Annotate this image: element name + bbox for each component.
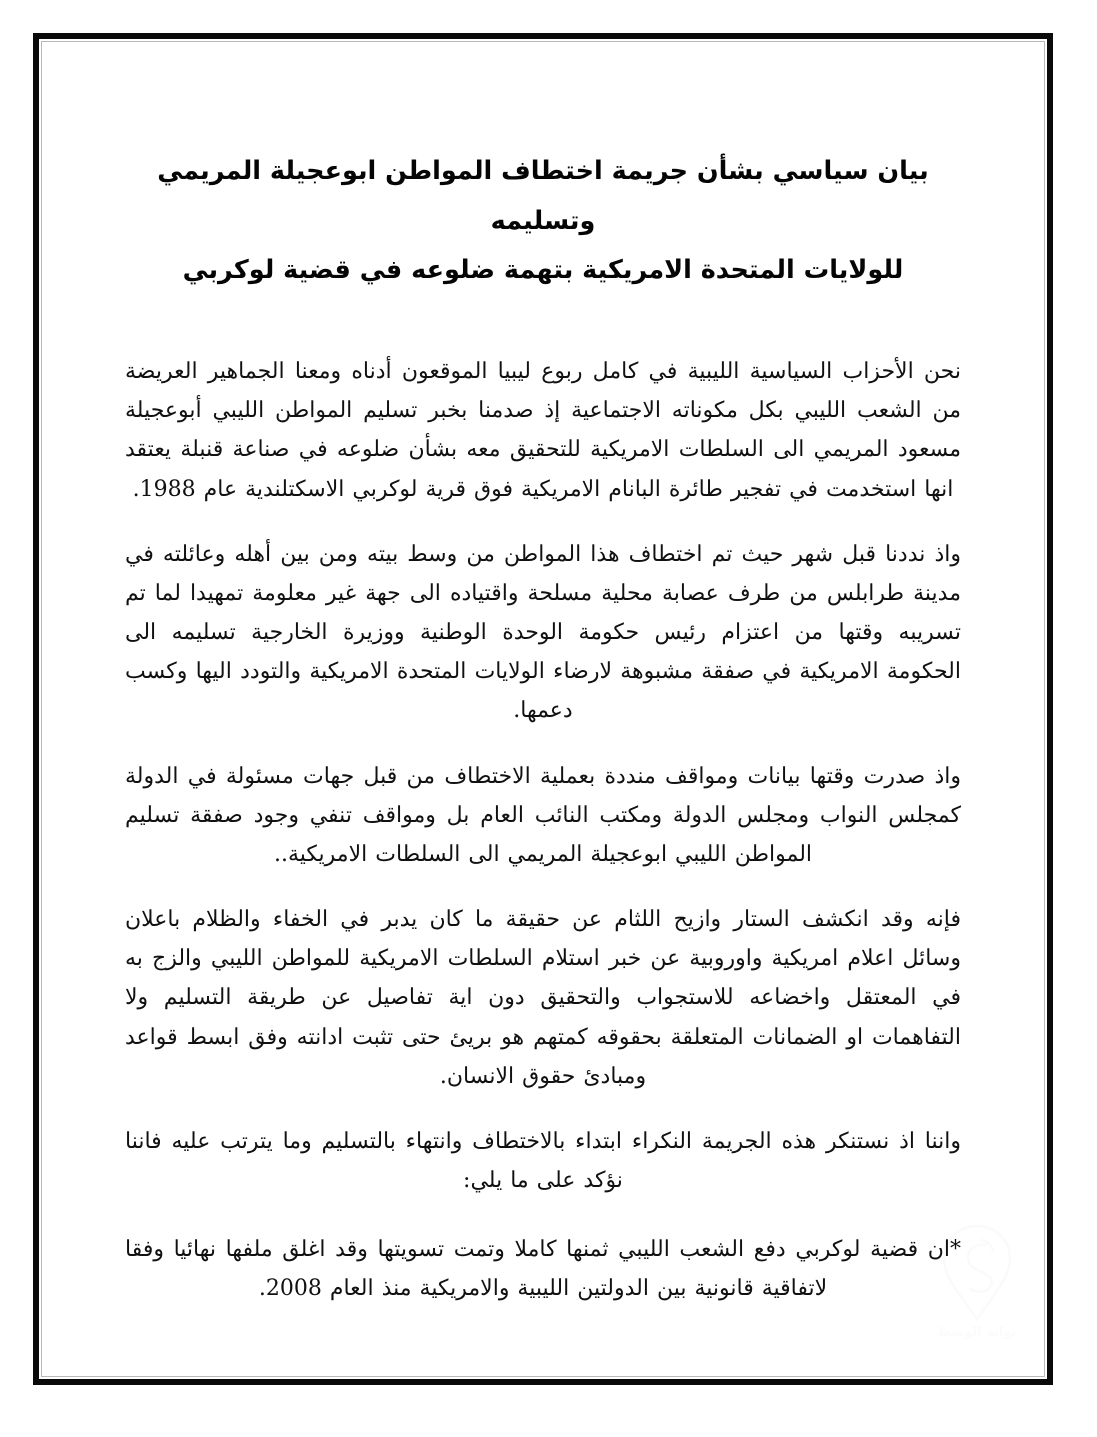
body-paragraph-1: نحن الأحزاب السياسية الليبية في كامل ربوع ليبيا الموقعون أدناه ومعنا الجماهير العريضة من الشعب الليبي بكل مكوناته الاجتماعية إذ صدمنا بخبر تسليم المواطن الليبي أبوعجيلة مسعود المريمي الى السلطات الامريكية للتحقيق معه بشأن ضلوعه في صناعة قنبلة يعتقد انها استخدمت في تفجير طائرة البانام الامريكية فوق قرية لوكربي الاسكتلندية عام 1988. [125,359,961,502]
document-content-area [39,39,1047,1379]
page-title-line-1: بيان سياسي بشأن جريمة اختطاف المواطن ابوعجيلة المريمي وتسليمه [157,156,929,236]
page-title [117,147,969,296]
page-title-line-2: للولايات المتحدة الامريكية بتهمة ضلوعه في قضية لوكربي [182,255,904,286]
body-paragraph-4: فإنه وقد انكشف الستار وازيح اللثام عن حقيقة ما كان يدبر في الخفاء والظلام باعلان وسائل اعلام امريكية واوروبية عن خبر استلام السلطات الامريكية للمواطن الليبي والزج به في المعتقل واخضاعه للاستجواب والتحقيق دون اية تفاصيل عن طريقة التسليم ولا التفاهمات او الضمانات المتعلقة بحقوقه كمتهم هو بريئ حتى تثبت ادانته وفق ابسط قواعد ومبادئ حقوق الانسان. [125,907,961,1089]
watermark-label: بوابة الوسط [937,1325,1017,1340]
body-paragraph-5: واننا اذ نستنكر هذه الجريمة النكراء ابتداء بالاختطاف وانتهاء بالتسليم وما يترتب عليه فاننا نؤكد على ما يلي: [125,1128,961,1193]
document-page [33,33,1053,1385]
body-paragraph-3: واذ صدرت وقتها بيانات ومواقف منددة بعملية الاختطاف من قبل جهات مسئولة في الدولة كمجلس النواب ومجلس الدولة ومكتب النائب العام بل ومواقف تنفي وجود صفقة تسليم المواطن الليبي ابوعجيلة المريمي الى السلطات الامريكية.. [125,763,961,867]
body-bullet-item-1: *ان قضية لوكربي دفع الشعب الليبي ثمنها كاملا وتمت تسويتها وقد اغلق ملفها نهائيا وفقا لاتفاقية قانونية بين الدولتين الليبية والامريكية منذ العام 2008. [125,1237,961,1302]
body-paragraph-2: واذ نددنا قبل شهر حيث تم اختطاف هذا المواطن من وسط بيته ومن بين أهله وعائلته في مدينة طرابلس من طرف عصابة محلية مسلحة واقتياده الى جهة غير معلومة تمهيدا لما تم تسريبه وقتها من اعتزام رئيس حكومة الوحدة الوطنية ووزيرة الخارجية تسليمه الى الحكومة الامريكية في صفقة مشبوهة لارضاء الولايات المتحدة الامريكية والتودد اليها وكسب دعمها. [125,541,961,724]
